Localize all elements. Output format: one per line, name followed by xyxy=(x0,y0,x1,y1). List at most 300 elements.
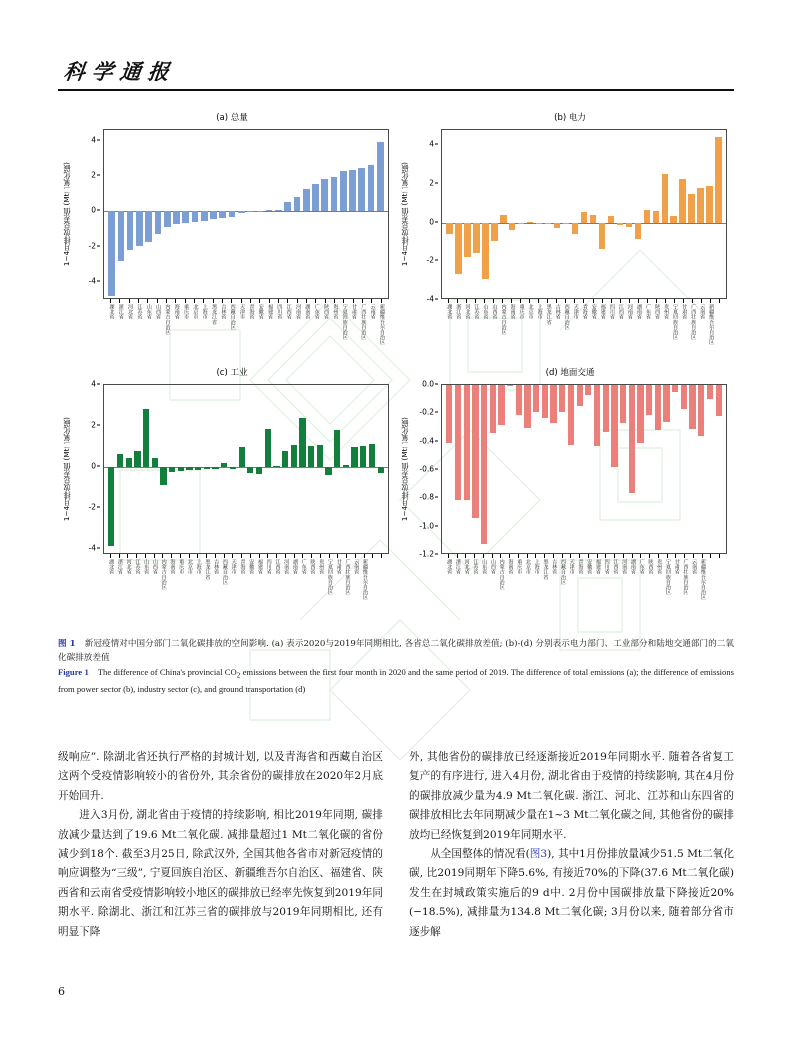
x-tick-mark xyxy=(610,554,619,558)
y-tick-label: 4 xyxy=(429,139,434,149)
bar xyxy=(635,223,641,239)
bar xyxy=(464,223,470,257)
bar xyxy=(358,168,365,212)
x-tick-label: 安徽省 xyxy=(257,304,264,320)
bar-slot xyxy=(255,385,264,553)
x-tick-label: 新疆维吾尔自治区 xyxy=(708,304,715,345)
bar xyxy=(594,385,600,446)
x-label-slot xyxy=(607,304,616,366)
x-label-slot xyxy=(523,559,532,621)
y-tick-label: -4 xyxy=(88,543,96,553)
x-tick-label: 湖北省 xyxy=(446,304,453,320)
x-tick-mark xyxy=(369,554,378,558)
x-label-slot xyxy=(342,559,351,621)
x-tick-label: 黑龙江省 xyxy=(211,304,218,325)
bar-slot xyxy=(610,385,619,553)
x-tick-mark xyxy=(593,554,602,558)
bar-slot xyxy=(133,385,142,553)
x-label-slot xyxy=(616,304,625,366)
x-label-slot xyxy=(167,559,176,621)
x-label-slot xyxy=(227,304,236,366)
bar xyxy=(473,223,479,254)
y-axis-ticks xyxy=(412,380,438,558)
y-axis-label: 1~4月排放总差值 (Mt二氧化碳) xyxy=(62,161,71,267)
y-tick-mark xyxy=(435,260,438,261)
x-tick-mark xyxy=(334,554,343,558)
bar xyxy=(455,223,461,275)
x-tick-label: 宁夏回族自治区 xyxy=(341,304,348,340)
bar-slot xyxy=(454,130,463,298)
y-tick-mark xyxy=(97,465,100,466)
bar-slot xyxy=(497,385,506,553)
x-label-slot xyxy=(218,304,227,366)
bar-slot xyxy=(480,385,489,553)
x-tick-mark xyxy=(498,299,507,303)
x-label-slot xyxy=(706,304,715,366)
x-tick-mark xyxy=(507,299,516,303)
x-tick-mark xyxy=(246,299,255,303)
bar xyxy=(204,467,210,469)
bar xyxy=(446,223,452,235)
x-tick-mark xyxy=(167,554,176,558)
x-label-slot xyxy=(349,304,358,366)
bar-slot xyxy=(678,130,687,298)
bar xyxy=(611,385,617,467)
x-tick-label: 天津市 xyxy=(572,304,579,320)
plot-area xyxy=(396,125,734,367)
y-tick-label: -0.4 xyxy=(419,436,434,446)
bar xyxy=(294,197,301,211)
bar-slot xyxy=(194,385,203,553)
x-tick-mark xyxy=(488,554,497,558)
bar-slot xyxy=(706,385,715,553)
x-tick-label: 贵州省 xyxy=(318,559,325,575)
x-tick-mark xyxy=(283,299,292,303)
x-tick-label: 北京市 xyxy=(527,304,534,320)
x-tick-mark xyxy=(462,554,471,558)
x-tick-mark xyxy=(540,554,549,558)
x-tick-label: 宁夏回族自治区 xyxy=(664,559,671,595)
bar xyxy=(568,385,574,445)
x-tick-label: 河北省 xyxy=(463,559,470,575)
bar-slot xyxy=(203,385,212,553)
bar-slot xyxy=(671,385,680,553)
y-tick-label: -2 xyxy=(88,241,96,251)
x-label-slot xyxy=(141,559,150,621)
x-tick-mark xyxy=(290,554,299,558)
x-tick-label: 西藏自治区 xyxy=(559,559,566,585)
x-tick-mark xyxy=(575,554,584,558)
x-tick-label: 安徽省 xyxy=(248,559,255,575)
x-tick-label: 贵州省 xyxy=(663,304,670,320)
x-tick-mark xyxy=(153,299,162,303)
bar-slot xyxy=(135,130,144,298)
x-tick-label: 山东省 xyxy=(143,559,150,575)
x-tick-mark xyxy=(229,554,238,558)
bar-slot xyxy=(606,130,615,298)
x-label-slot xyxy=(570,304,579,366)
y-tick-label: 4 xyxy=(91,135,96,145)
bar xyxy=(646,385,652,415)
x-tick-mark xyxy=(218,299,227,303)
y-tick-mark xyxy=(97,424,100,425)
bar xyxy=(192,211,199,221)
bar-slot xyxy=(654,385,663,553)
plot-axes xyxy=(441,384,727,554)
bar-slot xyxy=(601,385,610,553)
x-label-slot xyxy=(358,304,367,366)
bar-slot xyxy=(624,130,633,298)
x-label-slot xyxy=(246,304,255,366)
bar-slot xyxy=(333,385,342,553)
x-tick-label: 河南省 xyxy=(626,304,633,320)
y-tick-label: 4 xyxy=(91,379,96,389)
x-label-slot xyxy=(552,304,561,366)
x-tick-mark xyxy=(255,299,264,303)
x-tick-mark xyxy=(453,299,462,303)
bar-slot xyxy=(532,385,541,553)
bar-slot xyxy=(237,130,246,298)
chart-title: (b) 电力 xyxy=(554,113,586,123)
x-tick-label: 广东省 xyxy=(313,304,320,320)
x-label-slot xyxy=(661,304,670,366)
x-tick-mark xyxy=(489,299,498,303)
x-label-slot xyxy=(444,559,453,621)
x-label-slot xyxy=(654,559,663,621)
y-tick-mark xyxy=(97,210,100,211)
bar xyxy=(256,467,262,474)
bar-slot xyxy=(116,130,125,298)
x-tick-label: 陕西省 xyxy=(647,559,654,575)
x-tick-label: 青海省 xyxy=(577,559,584,575)
bar-series xyxy=(442,385,726,553)
x-tick-mark xyxy=(220,554,229,558)
bar xyxy=(169,467,175,472)
x-label-slot xyxy=(505,559,514,621)
x-tick-mark xyxy=(480,299,489,303)
x-label-slot xyxy=(540,559,549,621)
bar-slot xyxy=(488,385,497,553)
bar-slot xyxy=(227,130,236,298)
bar xyxy=(716,385,722,416)
x-label-slot xyxy=(367,304,376,366)
x-tick-mark xyxy=(715,554,724,558)
x-tick-mark xyxy=(570,299,579,303)
x-label-slot xyxy=(274,304,283,366)
y-tick-label: -4 xyxy=(426,294,434,304)
bar-slot xyxy=(627,385,636,553)
bar xyxy=(626,223,632,227)
bar xyxy=(507,385,513,386)
bar xyxy=(559,385,565,412)
bar xyxy=(536,223,542,224)
x-label-slot xyxy=(162,304,171,366)
x-tick-mark xyxy=(532,554,541,558)
x-tick-label: 浙江省 xyxy=(116,559,123,575)
bar xyxy=(681,385,687,409)
x-tick-label: 甘肃省 xyxy=(681,304,688,320)
x-label-slot xyxy=(593,559,602,621)
x-tick-label: 江西省 xyxy=(274,559,281,575)
x-label-slot xyxy=(153,304,162,366)
x-label-slot xyxy=(272,559,281,621)
bar-slot xyxy=(263,385,272,553)
x-tick-mark xyxy=(497,554,506,558)
x-label-slot xyxy=(237,559,246,621)
x-label-slot xyxy=(579,304,588,366)
body-column-left xyxy=(58,748,383,998)
bar xyxy=(291,445,297,467)
x-label-slot xyxy=(680,559,689,621)
x-label-slot xyxy=(589,304,598,366)
x-tick-label: 新疆维吾尔自治区 xyxy=(361,559,368,600)
x-tick-label: 广西壮族自治区 xyxy=(344,559,351,595)
x-tick-label: 山东省 xyxy=(481,559,488,575)
bar-slot xyxy=(265,130,274,298)
bar xyxy=(698,385,704,436)
y-axis-label: 1~4月排放总差值 (Mt二氧化碳) xyxy=(400,161,409,267)
bar xyxy=(343,465,349,467)
bar-slot xyxy=(463,130,472,298)
x-tick-label: 海南省 xyxy=(509,304,516,320)
x-tick-label: 北京市 xyxy=(524,559,531,575)
x-tick-mark xyxy=(211,554,220,558)
bar-slot xyxy=(526,130,535,298)
bar-slot xyxy=(687,130,696,298)
bar xyxy=(688,194,694,223)
bar xyxy=(299,418,305,467)
bar xyxy=(545,223,551,225)
figure-caption xyxy=(58,638,734,696)
bar-slot xyxy=(662,385,671,553)
bar-slot xyxy=(633,130,642,298)
bar-slot xyxy=(517,130,526,298)
x-tick-label: 贵州省 xyxy=(656,559,663,575)
bar-series xyxy=(104,385,388,553)
bar xyxy=(509,223,515,230)
x-label-slot xyxy=(159,559,168,621)
bar-slot xyxy=(237,385,246,553)
bar-slot xyxy=(481,130,490,298)
x-label-slot xyxy=(190,304,199,366)
x-label-slot xyxy=(462,304,471,366)
x-label-slot xyxy=(220,559,229,621)
caption-text-en: The difference of China's provincial $CO_2$ emissions between the first four month in 2020 and the same period of 2019. The difference of total emissions (a); the difference of emissions from power sector (b), industry sector (c), and ground transportation (d) xyxy=(58,667,734,694)
x-label-slot xyxy=(558,559,567,621)
x-label-slot xyxy=(351,559,360,621)
x-tick-label: 云南省 xyxy=(691,559,698,575)
bar xyxy=(117,454,123,467)
bar xyxy=(303,189,310,211)
x-tick-mark xyxy=(302,299,311,303)
bar xyxy=(186,467,192,470)
x-tick-label: 浙江省 xyxy=(454,559,461,575)
bar-slot xyxy=(350,385,359,553)
x-tick-label: 四川省 xyxy=(276,304,283,320)
bar xyxy=(155,211,162,234)
x-tick-mark xyxy=(377,554,386,558)
x-tick-mark xyxy=(316,554,325,558)
x-tick-mark xyxy=(561,299,570,303)
x-label-slot xyxy=(202,559,211,621)
x-tick-mark xyxy=(181,299,190,303)
x-tick-label: 山东省 xyxy=(145,304,152,320)
bar xyxy=(498,385,504,425)
x-tick-label: 湖北省 xyxy=(108,304,115,320)
x-tick-mark xyxy=(663,554,672,558)
x-label-slot xyxy=(281,559,290,621)
y-tick-label: 0 xyxy=(91,461,96,471)
x-tick-mark xyxy=(272,554,281,558)
body-paragraph: 从全国整体的情况看(图3), 其中1月份排放量减少51.5 Mt二氧化碳, 比2019同期年下降5.6%, 有接近70%的下降(37.6 Mt二氧化碳)发生在封城政策实施后的9 d中. 2月份中国碳排放量下降接近20%(−18.5%), 减排量为134.8 Mt二氧化碳; 3月份以来, 随着部分省市逐步解 xyxy=(409,848,734,938)
x-tick-mark xyxy=(643,299,652,303)
y-tick-mark xyxy=(97,384,100,385)
bar-slot xyxy=(642,130,651,298)
bar-slot xyxy=(619,385,628,553)
x-label-slot xyxy=(471,304,480,366)
x-label-slot xyxy=(688,304,697,366)
bar-slot xyxy=(359,385,368,553)
bar xyxy=(608,216,614,222)
bar xyxy=(229,211,236,216)
bar xyxy=(697,188,703,223)
caption-label-en: Figure 1 xyxy=(58,667,89,677)
x-tick-label: 宁夏回族自治区 xyxy=(672,304,679,340)
x-tick-label: 湖南省 xyxy=(291,559,298,575)
y-tick-label: -2 xyxy=(88,502,96,512)
bar-slot xyxy=(307,385,316,553)
bar-slot xyxy=(589,130,598,298)
x-label-slot xyxy=(150,559,159,621)
bar xyxy=(490,385,496,433)
y-tick-label: -1.2 xyxy=(419,549,434,559)
x-label-slot xyxy=(689,559,698,621)
x-tick-label: 河北省 xyxy=(464,304,471,320)
x-tick-label: 甘肃省 xyxy=(335,559,342,575)
bar-slot xyxy=(558,385,567,553)
chart-panel-b xyxy=(396,112,734,367)
x-tick-label: 新疆维吾尔自治区 xyxy=(699,559,706,600)
bar xyxy=(524,385,530,428)
bar-slot xyxy=(126,130,135,298)
x-label-slot xyxy=(462,559,471,621)
figure-reference-link[interactable]: 图3 xyxy=(529,848,548,861)
x-tick-mark xyxy=(549,554,558,558)
x-tick-mark xyxy=(479,554,488,558)
caption-chinese xyxy=(58,638,734,665)
x-tick-mark xyxy=(125,299,134,303)
x-label-slot xyxy=(181,304,190,366)
bar xyxy=(368,165,375,212)
bar xyxy=(369,444,375,467)
bar xyxy=(126,458,132,467)
x-label-slot xyxy=(377,304,386,366)
x-tick-label: 四川省 xyxy=(608,304,615,320)
bar xyxy=(563,223,569,224)
bar xyxy=(282,451,288,467)
x-label-slot xyxy=(652,304,661,366)
bar-slot xyxy=(506,385,515,553)
x-tick-label: 上海市 xyxy=(195,559,202,575)
x-axis-labels xyxy=(441,304,727,366)
x-label-slot xyxy=(672,559,681,621)
bar xyxy=(127,211,134,250)
x-tick-mark xyxy=(342,554,351,558)
bar xyxy=(715,137,721,223)
x-tick-mark xyxy=(589,299,598,303)
x-tick-mark xyxy=(444,299,453,303)
bar-slot xyxy=(274,130,283,298)
x-tick-label: 江西省 xyxy=(617,304,624,320)
x-label-slot xyxy=(311,304,320,366)
x-tick-mark xyxy=(349,299,358,303)
bar xyxy=(219,211,226,218)
caption-label-cn: 图 1 xyxy=(58,639,76,649)
bar xyxy=(603,385,609,432)
bar-slot xyxy=(107,130,116,298)
x-tick-label: 安徽省 xyxy=(586,559,593,575)
bar-slot xyxy=(471,385,480,553)
bar-slot xyxy=(324,385,333,553)
x-tick-mark xyxy=(444,554,453,558)
bar-slot xyxy=(229,385,238,553)
y-tick-label: -1.0 xyxy=(419,521,434,531)
x-tick-label: 广西壮族自治区 xyxy=(682,559,689,595)
x-tick-label: 重庆市 xyxy=(518,304,525,320)
x-tick-mark xyxy=(579,299,588,303)
x-tick-mark xyxy=(194,554,203,558)
x-tick-mark xyxy=(132,554,141,558)
bar xyxy=(108,467,114,546)
x-label-slot xyxy=(543,304,552,366)
bar-slot xyxy=(584,385,593,553)
bar xyxy=(689,385,695,429)
bar-slot xyxy=(705,130,714,298)
x-tick-mark xyxy=(115,299,124,303)
x-label-slot xyxy=(299,559,308,621)
x-tick-label: 天津市 xyxy=(230,559,237,575)
y-tick-mark xyxy=(97,139,100,140)
x-label-slot xyxy=(246,559,255,621)
bar xyxy=(275,210,282,212)
bar-slot xyxy=(562,130,571,298)
bar-slot xyxy=(575,385,584,553)
y-axis-ticks xyxy=(74,125,100,303)
x-tick-label: 青海省 xyxy=(581,304,588,320)
x-tick-mark xyxy=(707,554,716,558)
bar-slot xyxy=(177,385,186,553)
x-tick-label: 江苏省 xyxy=(472,559,479,575)
y-tick-mark xyxy=(435,440,438,441)
x-tick-mark xyxy=(330,299,339,303)
bar-slot xyxy=(292,130,301,298)
bar-slot xyxy=(163,130,172,298)
x-tick-mark xyxy=(237,299,246,303)
y-tick-mark xyxy=(97,175,100,176)
x-tick-label: 山西省 xyxy=(155,304,162,320)
bar xyxy=(662,174,668,223)
x-label-slot xyxy=(185,559,194,621)
bar xyxy=(542,385,548,418)
y-tick-mark xyxy=(435,554,438,555)
bar-slot xyxy=(366,130,375,298)
x-label-slot xyxy=(265,304,274,366)
x-label-slot xyxy=(264,559,273,621)
x-label-slot xyxy=(307,559,316,621)
y-tick-label: 0 xyxy=(429,217,434,227)
x-label-slot xyxy=(237,304,246,366)
bar-slot xyxy=(376,385,385,553)
